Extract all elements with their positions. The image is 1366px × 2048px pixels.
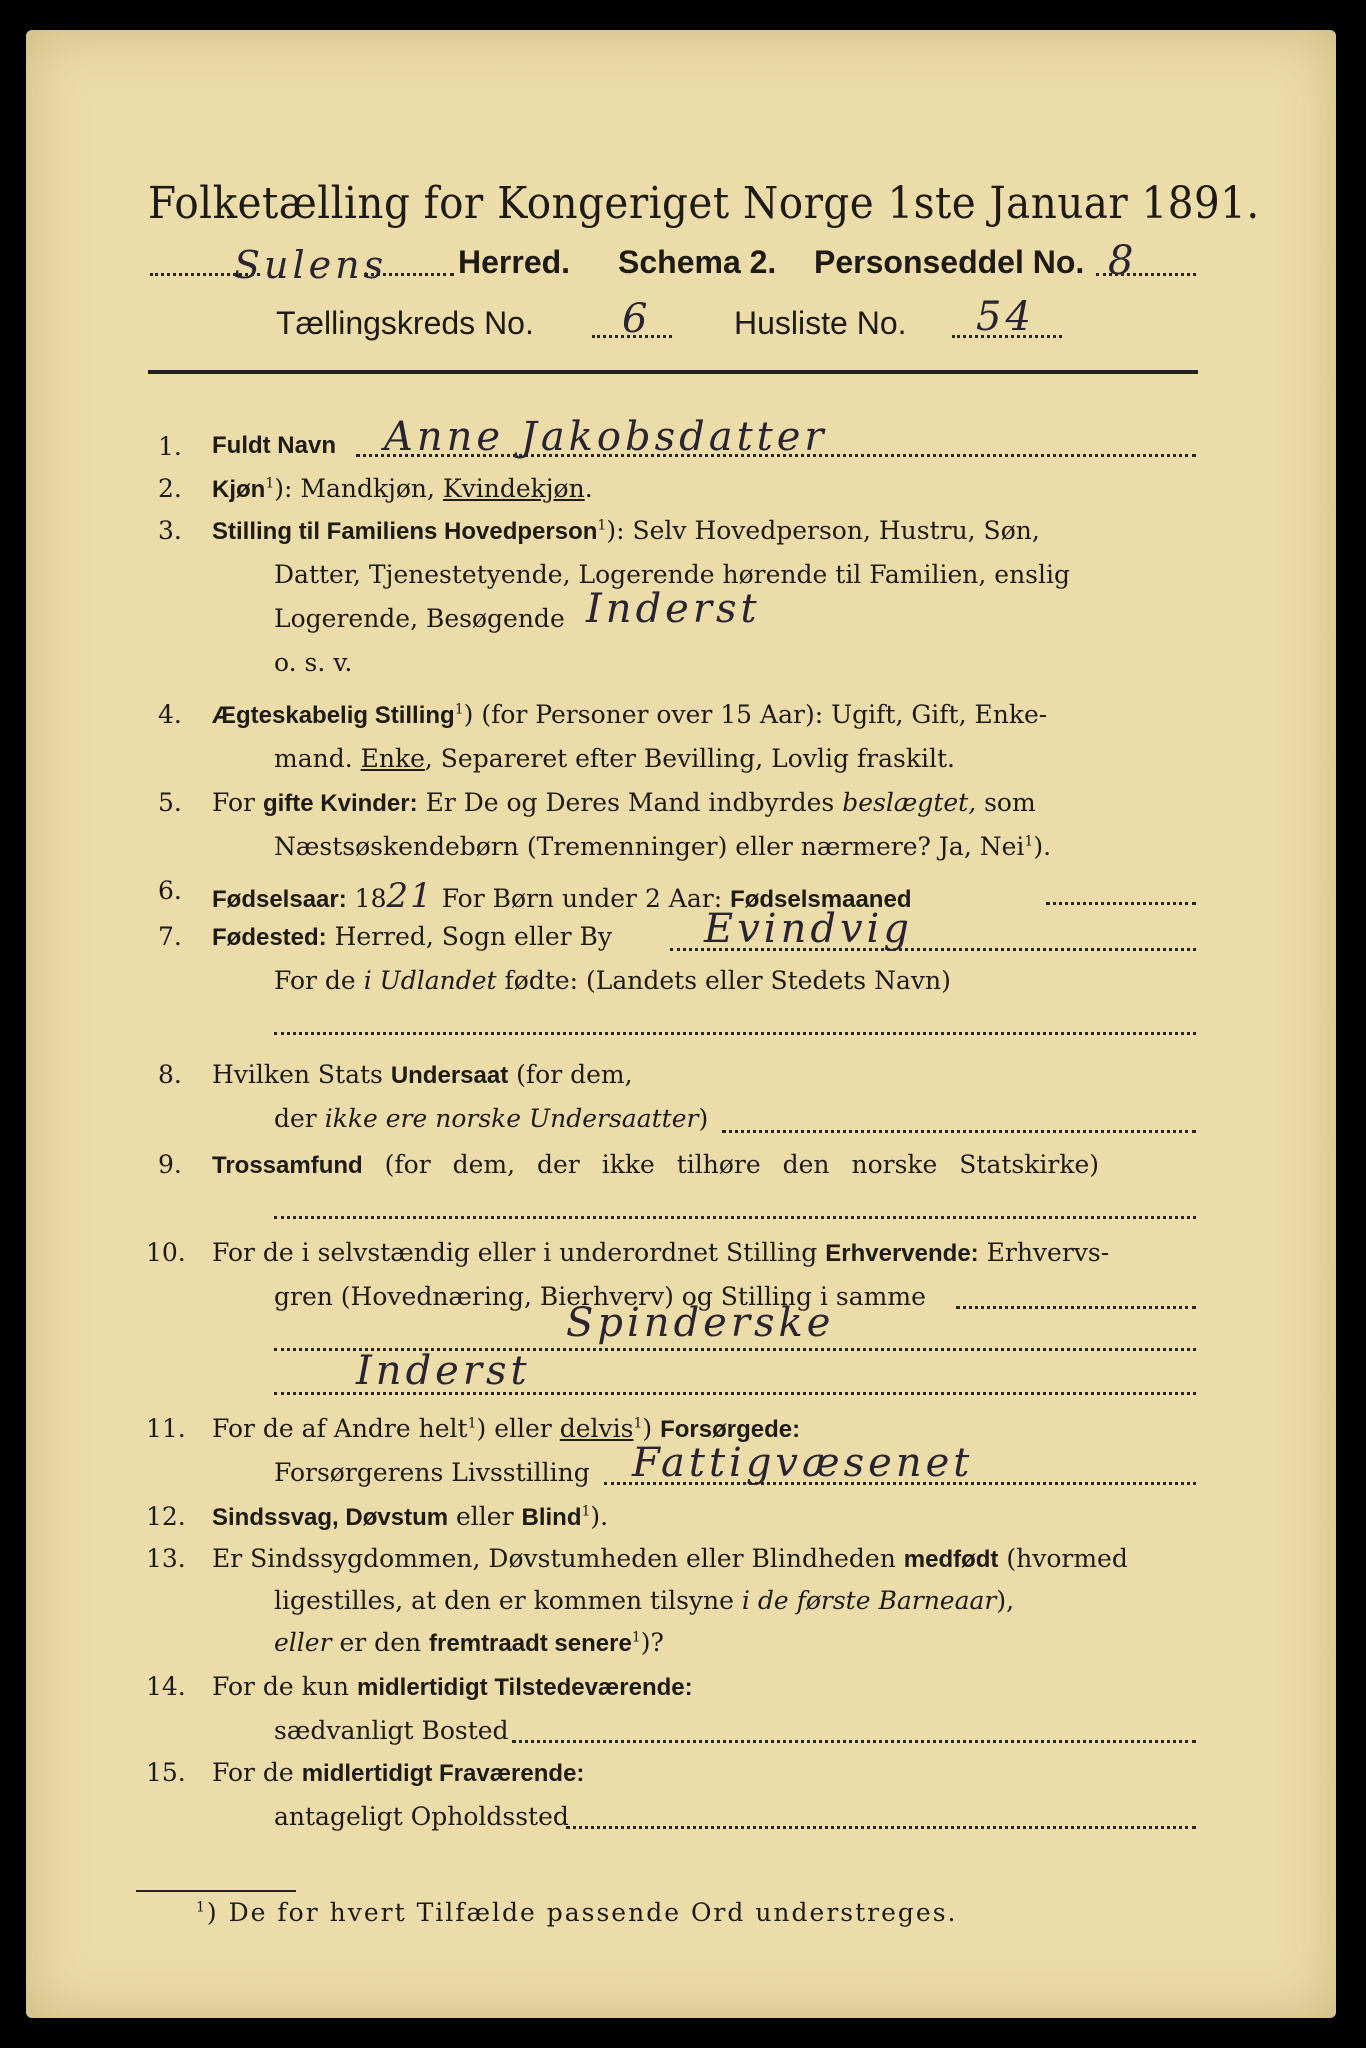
q13-line2: ligestilles, at den er kommen tilsyne i de første Barneaar),: [274, 1586, 1015, 1615]
dotted-leader: [566, 1826, 1196, 1829]
husliste-value: 54: [976, 294, 1035, 340]
q2-text: Kjøn$^1$): Mandkjøn, Kvindekjøn.: [212, 474, 593, 503]
item-number: 10.: [146, 1238, 186, 1267]
taellingskreds-value: 6: [622, 296, 652, 342]
form-title: Folketælling for Kongeriget Norge 1ste Januar 1891.: [148, 178, 1260, 229]
q3-value: Inderst: [586, 586, 761, 632]
q7-value: Evindvig: [704, 906, 913, 952]
q3-line4: o. s. v.: [274, 648, 353, 677]
schema-label: Schema 2.: [618, 244, 777, 280]
q1-label: Fuldt Navn: [212, 432, 336, 459]
dotted-leader: [512, 1740, 1196, 1743]
item-number: 13.: [146, 1544, 186, 1573]
q5-line2: Næstsøskendebørn (Tremenninger) eller nærmere? Ja, Nei$^1$).: [274, 832, 1052, 861]
dotted-leader: [356, 454, 1196, 457]
q10-line2: gren (Hovednæring, Bierhverv) og Stilling i samme: [274, 1282, 926, 1311]
dotted-leader: [670, 948, 1196, 951]
footnote-rule: [136, 1890, 296, 1892]
q13-line3: eller er den fremtraadt senere$^1$)?: [274, 1628, 664, 1657]
q13-line1: Er Sindssygdommen, Døvstumheden eller Blindheden medfødt (hvormed: [212, 1544, 1128, 1573]
item-number: 8.: [158, 1060, 182, 1089]
q7-line1: Fødested: Herred, Sogn eller By: [212, 922, 613, 951]
q1-value: Anne Jakobsdatter: [384, 414, 828, 460]
dotted-leader: [722, 1130, 1196, 1133]
dotted-leader: [604, 1482, 1196, 1485]
item-number: 7.: [158, 922, 182, 951]
q15-line2: antageligt Opholdssted: [274, 1802, 569, 1831]
personseddel-value: 8: [1108, 238, 1138, 284]
item-number: 6.: [158, 876, 182, 905]
dotted-leader: [952, 335, 1062, 338]
husliste-label: Husliste No.: [734, 305, 907, 341]
item-number: 2.: [158, 474, 182, 503]
q5-line1: For gifte Kvinder: Er De og Deres Mand indbyrdes beslægtet, som: [212, 788, 1036, 817]
dotted-leader: [1046, 902, 1196, 905]
q3-line3: Logerende, Besøgende: [274, 604, 565, 633]
item-number: 14.: [146, 1672, 186, 1701]
item-number: 12.: [146, 1502, 186, 1531]
q11-line1: For de af Andre helt$^1$) eller delvis$^1$) Forsørgede:: [212, 1414, 801, 1443]
item-number: 4.: [158, 700, 182, 729]
q8-line2: der ikke ere norske Undersaatter): [274, 1104, 709, 1133]
dotted-leader: [592, 335, 672, 338]
dotted-leader: [956, 1306, 1196, 1309]
q4-line2: mand. Enke, Separeret efter Bevilling, Lovlig fraskilt.: [274, 744, 955, 773]
q15-line1: For de midlertidigt Fraværende:: [212, 1758, 585, 1787]
herred-value: Sulens: [234, 243, 388, 287]
dotted-leader: [274, 1216, 1196, 1219]
dotted-leader: [1096, 273, 1196, 276]
item-number: 11.: [146, 1414, 186, 1443]
q4-line1: Ægteskabelig Stilling$^1$) (for Personer over 15 Aar): Ugift, Gift, Enke-: [212, 700, 1048, 729]
item-number: 15.: [146, 1758, 186, 1787]
item-number: 3.: [158, 516, 182, 545]
herred-label: Herred.: [458, 244, 571, 280]
census-form: [26, 30, 1336, 2018]
personseddel-label: Personseddel No.: [814, 244, 1085, 280]
q9-line: Trossamfund (for dem, der ikke tilhøre den norske Statskirke): [212, 1150, 1100, 1179]
q3-line1: Stilling til Familiens Hovedperson$^1$): Selv Hovedperson, Hustru, Søn,: [212, 516, 1040, 545]
q12-line: Sindssvag, Døvstum eller Blind$^1$).: [212, 1502, 609, 1531]
q10-value1: Spinderske: [566, 1300, 835, 1346]
q14-line1: For de kun midlertidigt Tilstedeværende:: [212, 1672, 693, 1701]
q10-line1: For de i selvstændig eller i underordnet Stilling Erhvervende: Erhvervs-: [212, 1238, 1110, 1267]
q11-line2: Forsørgerens Livsstilling: [274, 1458, 590, 1487]
dotted-leader: [364, 273, 454, 276]
q3-line2: Datter, Tjenestetyende, Logerende hørende til Familien, enslig: [274, 560, 1071, 589]
dotted-leader: [274, 1032, 1196, 1035]
q10-value2: Inderst: [356, 1348, 531, 1394]
q7-line2: For de i Udlandet fødte: (Landets eller Stedets Navn): [274, 966, 951, 995]
footnote: $^1$) De for hvert Tilfælde passende Ord understreges.: [196, 1898, 958, 1927]
header-rule: [148, 370, 1198, 374]
item-number: 9.: [158, 1150, 182, 1179]
q6-line: Fødselsaar: 1821 For Børn under 2 Aar: Fødselsmaaned: [212, 876, 912, 916]
q8-line1: Hvilken Stats Undersaat (for dem,: [212, 1060, 633, 1089]
taellingskreds-label: Tællingskreds No.: [276, 305, 534, 341]
q14-line2: sædvanligt Bosted: [274, 1716, 509, 1745]
q11-value: Fattigvæsenet: [632, 1440, 974, 1486]
item-number: 1.: [158, 432, 182, 461]
item-number: 5.: [158, 788, 182, 817]
